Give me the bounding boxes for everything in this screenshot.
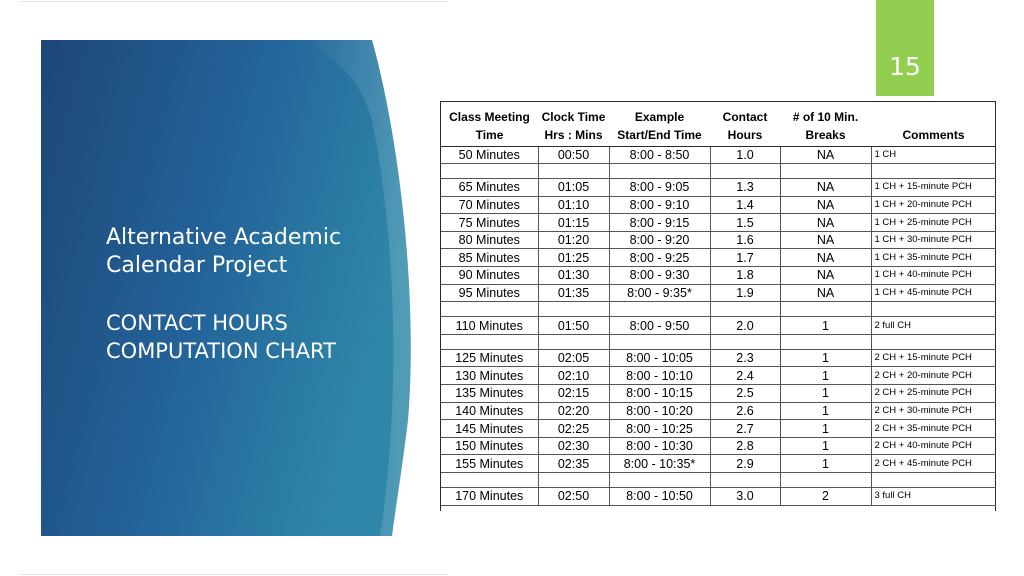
- cell-example-time: 8:00 - 9:25: [609, 249, 710, 267]
- cell-contact-hours: [710, 164, 780, 179]
- header-contact-hours: Contact Hours: [710, 102, 780, 146]
- cell-breaks: NA: [780, 214, 871, 232]
- cell-example-time: 8:00 - 10:10: [609, 367, 710, 385]
- header-example-time: Example Start/End Time: [609, 102, 710, 146]
- cell-clock-time: 02:35: [538, 455, 609, 473]
- cell-meeting-time: 70 Minutes: [441, 196, 538, 214]
- cell-comments: 1 CH + 15-minute PCH: [871, 179, 996, 197]
- cell-comments: 1 CH + 40-minute PCH: [871, 267, 996, 285]
- cell-clock-time: 00:50: [538, 146, 609, 164]
- cell-clock-time: 02:15: [538, 385, 609, 403]
- cell-meeting-time: [441, 473, 538, 488]
- table-row: [441, 455, 996, 473]
- cell-example-time: [609, 164, 710, 179]
- cell-example-time: 8:00 - 10:15: [609, 385, 710, 403]
- cell-example-time: 8:00 - 9:30: [609, 267, 710, 285]
- cell-breaks: 1: [780, 385, 871, 403]
- cell-clock-time: 01:25: [538, 249, 609, 267]
- cell-contact-hours: 1.4: [710, 196, 780, 214]
- cell-contact-hours: 2.6: [710, 402, 780, 420]
- cell-example-time: 8:00 - 10:30: [609, 437, 710, 455]
- page-number: 15: [889, 52, 921, 81]
- cell-comments: 2 CH + 45-minute PCH: [871, 455, 996, 473]
- cell-comments: [871, 302, 996, 317]
- cell-meeting-time: 95 Minutes: [441, 284, 538, 302]
- cell-breaks: 2: [780, 488, 871, 506]
- cell-contact-hours: 2.3: [710, 349, 780, 367]
- header-clock-time: Clock Time Hrs : Mins: [538, 102, 609, 146]
- cell-comments: 3 full CH: [871, 488, 996, 506]
- cell-contact-hours: 1.7: [710, 249, 780, 267]
- table-row: [441, 164, 996, 179]
- cell-example-time: 8:00 - 10:50: [609, 488, 710, 506]
- cell-example-time: 8:00 - 10:25: [609, 420, 710, 438]
- table-row: [441, 267, 996, 285]
- cell-clock-time: 02:50: [538, 488, 609, 506]
- cell-breaks: NA: [780, 284, 871, 302]
- table-row: [441, 349, 996, 367]
- cell-contact-hours: 1.8: [710, 267, 780, 285]
- cell-comments: 2 CH + 20-minute PCH: [871, 367, 996, 385]
- cell-breaks: 1: [780, 349, 871, 367]
- cell-contact-hours: 1.5: [710, 214, 780, 232]
- cell-example-time: [609, 473, 710, 488]
- cell-breaks: 1: [780, 367, 871, 385]
- cell-example-time: 8:00 - 10:35*: [609, 455, 710, 473]
- cell-example-time: [609, 302, 710, 317]
- contact-hours-table: [441, 102, 996, 506]
- table-row: [441, 402, 996, 420]
- cell-clock-time: 01:20: [538, 231, 609, 249]
- cell-meeting-time: 155 Minutes: [441, 455, 538, 473]
- cell-example-time: [609, 334, 710, 349]
- cell-meeting-time: [441, 334, 538, 349]
- cell-contact-hours: 2.5: [710, 385, 780, 403]
- table-row: [441, 367, 996, 385]
- cell-breaks: [780, 473, 871, 488]
- cell-example-time: 8:00 - 8:50: [609, 146, 710, 164]
- table-row: [441, 249, 996, 267]
- cell-meeting-time: 135 Minutes: [441, 385, 538, 403]
- cell-clock-time: 02:30: [538, 437, 609, 455]
- cell-meeting-time: 145 Minutes: [441, 420, 538, 438]
- cell-clock-time: 02:10: [538, 367, 609, 385]
- table-row: [441, 284, 996, 302]
- cell-clock-time: [538, 302, 609, 317]
- cell-breaks: [780, 164, 871, 179]
- cell-breaks: NA: [780, 196, 871, 214]
- cell-contact-hours: 2.8: [710, 437, 780, 455]
- cell-comments: 1 CH: [871, 146, 996, 164]
- cell-breaks: [780, 302, 871, 317]
- slide-subtitle: [106, 309, 406, 365]
- cell-comments: 2 full CH: [871, 317, 996, 335]
- cell-clock-time: [538, 473, 609, 488]
- cell-contact-hours: 1.9: [710, 284, 780, 302]
- cell-comments: 1 CH + 30-minute PCH: [871, 231, 996, 249]
- header-breaks: # of 10 Min. Breaks: [780, 102, 871, 146]
- slide-subtitle-line: COMPUTATION CHART: [106, 339, 336, 363]
- table-row: [441, 196, 996, 214]
- cell-example-time: 8:00 - 9:10: [609, 196, 710, 214]
- cell-meeting-time: 50 Minutes: [441, 146, 538, 164]
- cell-contact-hours: 3.0: [710, 488, 780, 506]
- cell-breaks: 1: [780, 455, 871, 473]
- cell-contact-hours: 2.0: [710, 317, 780, 335]
- cell-comments: 2 CH + 30-minute PCH: [871, 402, 996, 420]
- cell-contact-hours: [710, 302, 780, 317]
- table-row: [441, 231, 996, 249]
- table-row: [441, 488, 996, 506]
- cell-breaks: NA: [780, 179, 871, 197]
- cell-clock-time: 01:30: [538, 267, 609, 285]
- cell-clock-time: 01:35: [538, 284, 609, 302]
- cell-example-time: 8:00 - 10:20: [609, 402, 710, 420]
- slide-title-line: Alternative Academic: [106, 225, 342, 250]
- cell-breaks: NA: [780, 267, 871, 285]
- cell-example-time: 8:00 - 9:05: [609, 179, 710, 197]
- slide-subtitle-line: CONTACT HOURS: [106, 311, 288, 335]
- cell-meeting-time: 90 Minutes: [441, 267, 538, 285]
- cell-breaks: NA: [780, 231, 871, 249]
- cell-comments: [871, 164, 996, 179]
- table-row: [441, 179, 996, 197]
- slide-title: [106, 224, 396, 280]
- cell-comments: 1 CH + 25-minute PCH: [871, 214, 996, 232]
- cell-contact-hours: 2.9: [710, 455, 780, 473]
- cell-comments: [871, 473, 996, 488]
- cell-meeting-time: 130 Minutes: [441, 367, 538, 385]
- table-row: [441, 214, 996, 232]
- blue-title-panel: [0, 0, 420, 576]
- cell-breaks: NA: [780, 146, 871, 164]
- contact-hours-table-image: [440, 101, 996, 511]
- cell-meeting-time: 75 Minutes: [441, 214, 538, 232]
- cell-clock-time: 01:15: [538, 214, 609, 232]
- cell-meeting-time: 80 Minutes: [441, 231, 538, 249]
- cell-clock-time: 01:10: [538, 196, 609, 214]
- table-row: [441, 317, 996, 335]
- cell-meeting-time: [441, 302, 538, 317]
- cell-clock-time: 01:50: [538, 317, 609, 335]
- cell-comments: 1 CH + 20-minute PCH: [871, 196, 996, 214]
- cell-example-time: 8:00 - 9:20: [609, 231, 710, 249]
- cell-breaks: 1: [780, 437, 871, 455]
- table-row: [441, 302, 996, 317]
- cell-contact-hours: [710, 473, 780, 488]
- cell-comments: 2 CH + 25-minute PCH: [871, 385, 996, 403]
- table-header-row: [441, 102, 996, 146]
- cell-clock-time: 01:05: [538, 179, 609, 197]
- cell-clock-time: [538, 164, 609, 179]
- cell-clock-time: 02:20: [538, 402, 609, 420]
- cell-comments: 1 CH + 35-minute PCH: [871, 249, 996, 267]
- cell-comments: 1 CH + 45-minute PCH: [871, 284, 996, 302]
- cell-breaks: 1: [780, 420, 871, 438]
- table-row: [441, 437, 996, 455]
- cell-meeting-time: 65 Minutes: [441, 179, 538, 197]
- slide-title-line: Calendar Project: [106, 253, 288, 278]
- cell-meeting-time: 140 Minutes: [441, 402, 538, 420]
- cell-comments: 2 CH + 15-minute PCH: [871, 349, 996, 367]
- cell-breaks: [780, 334, 871, 349]
- cell-meeting-time: [441, 164, 538, 179]
- cell-contact-hours: 1.0: [710, 146, 780, 164]
- cell-meeting-time: 125 Minutes: [441, 349, 538, 367]
- table-row: [441, 420, 996, 438]
- cell-contact-hours: [710, 334, 780, 349]
- cell-clock-time: 02:25: [538, 420, 609, 438]
- cell-example-time: 8:00 - 10:05: [609, 349, 710, 367]
- table-row: [441, 385, 996, 403]
- header-comments: Comments: [871, 102, 996, 146]
- table-row: [441, 334, 996, 349]
- cell-contact-hours: 2.7: [710, 420, 780, 438]
- cell-example-time: 8:00 - 9:15: [609, 214, 710, 232]
- cell-example-time: 8:00 - 9:35*: [609, 284, 710, 302]
- cell-meeting-time: 150 Minutes: [441, 437, 538, 455]
- cell-breaks: 1: [780, 317, 871, 335]
- table-row: [441, 146, 996, 164]
- cell-example-time: 8:00 - 9:50: [609, 317, 710, 335]
- cell-breaks: NA: [780, 249, 871, 267]
- cell-meeting-time: 110 Minutes: [441, 317, 538, 335]
- cell-contact-hours: 1.3: [710, 179, 780, 197]
- cell-meeting-time: 85 Minutes: [441, 249, 538, 267]
- cell-contact-hours: 1.6: [710, 231, 780, 249]
- cell-comments: 2 CH + 40-minute PCH: [871, 437, 996, 455]
- cell-breaks: 1: [780, 402, 871, 420]
- cell-clock-time: [538, 334, 609, 349]
- cell-meeting-time: 170 Minutes: [441, 488, 538, 506]
- cell-clock-time: 02:05: [538, 349, 609, 367]
- cell-comments: 2 CH + 35-minute PCH: [871, 420, 996, 438]
- cell-contact-hours: 2.4: [710, 367, 780, 385]
- table-row: [441, 473, 996, 488]
- cell-comments: [871, 334, 996, 349]
- header-class-meeting-time: Class Meeting Time: [441, 102, 538, 146]
